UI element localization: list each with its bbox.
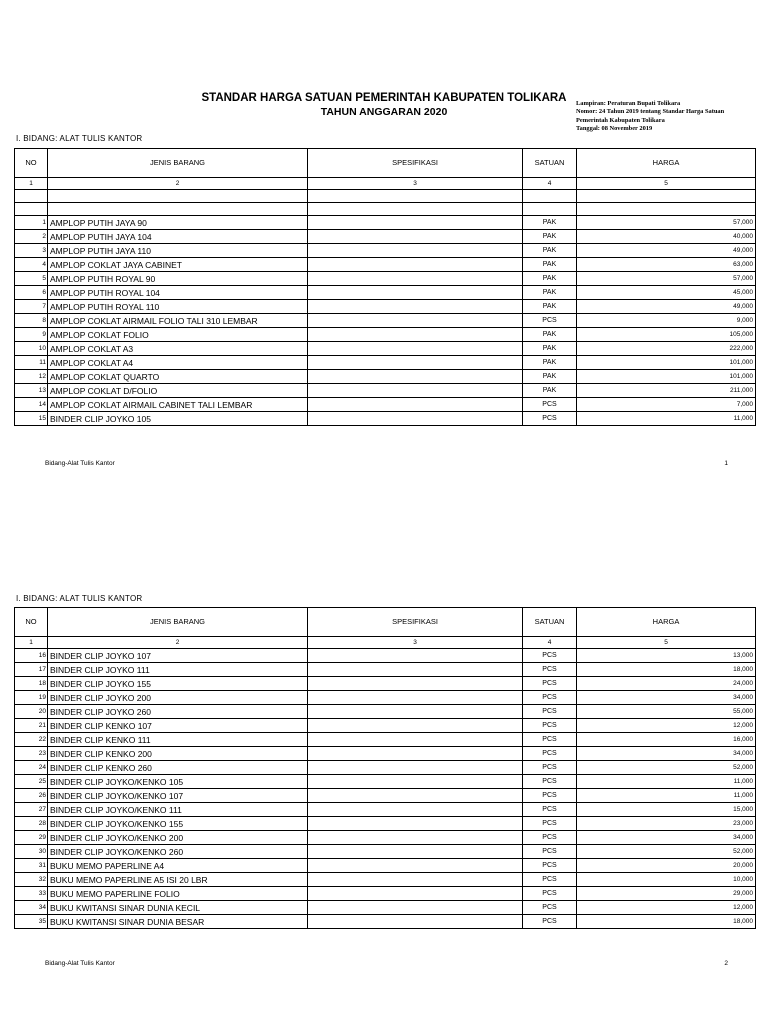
column-number: 2 bbox=[48, 178, 308, 190]
row-satuan: PCS bbox=[523, 845, 577, 859]
row-harga: 49,000 bbox=[577, 300, 756, 314]
table-header-row bbox=[15, 608, 756, 637]
table-row bbox=[15, 300, 756, 314]
row-harga: 34,000 bbox=[577, 747, 756, 761]
row-jenis-barang: BUKU KWITANSI SINAR DUNIA KECIL bbox=[48, 901, 308, 915]
row-harga: 34,000 bbox=[577, 691, 756, 705]
row-no: 10 bbox=[15, 342, 48, 356]
row-harga: 9,000 bbox=[577, 314, 756, 328]
row-jenis-barang: BINDER CLIP JOYKO 200 bbox=[48, 691, 308, 705]
table-row bbox=[15, 230, 756, 244]
page-number: 1 bbox=[724, 460, 728, 467]
row-satuan: PAK bbox=[523, 370, 577, 384]
row-spesifikasi bbox=[308, 342, 523, 356]
row-jenis-barang: AMPLOP PUTIH JAYA 104 bbox=[48, 230, 308, 244]
row-spesifikasi bbox=[308, 286, 523, 300]
row-jenis-barang: AMPLOP PUTIH ROYAL 90 bbox=[48, 272, 308, 286]
row-spesifikasi bbox=[308, 649, 523, 663]
table-row bbox=[15, 384, 756, 398]
blank-row bbox=[15, 203, 756, 216]
row-spesifikasi bbox=[308, 705, 523, 719]
table-row bbox=[15, 775, 756, 789]
row-spesifikasi bbox=[308, 328, 523, 342]
document-subtitle: TAHUN ANGGARAN 2020 bbox=[320, 106, 448, 118]
row-spesifikasi bbox=[308, 831, 523, 845]
row-no: 7 bbox=[15, 300, 48, 314]
row-no: 30 bbox=[15, 845, 48, 859]
row-jenis-barang: AMPLOP COKLAT A4 bbox=[48, 356, 308, 370]
table-row bbox=[15, 803, 756, 817]
row-spesifikasi bbox=[308, 216, 523, 230]
row-satuan: PCS bbox=[523, 691, 577, 705]
column-number: 2 bbox=[48, 637, 308, 649]
row-satuan: PCS bbox=[523, 663, 577, 677]
table-row bbox=[15, 691, 756, 705]
header-spesifikasi: SPESIFIKASI bbox=[308, 149, 523, 178]
row-spesifikasi bbox=[308, 356, 523, 370]
row-no: 27 bbox=[15, 803, 48, 817]
attachment-note bbox=[576, 100, 766, 134]
row-spesifikasi bbox=[308, 398, 523, 412]
row-jenis-barang: BINDER CLIP JOYKO/KENKO 107 bbox=[48, 789, 308, 803]
row-no: 35 bbox=[15, 915, 48, 929]
row-satuan: PAK bbox=[523, 356, 577, 370]
table-row bbox=[15, 272, 756, 286]
row-harga: 20,000 bbox=[577, 859, 756, 873]
row-satuan: PAK bbox=[523, 272, 577, 286]
row-jenis-barang: BINDER CLIP KENKO 200 bbox=[48, 747, 308, 761]
table-row bbox=[15, 733, 756, 747]
row-spesifikasi bbox=[308, 258, 523, 272]
row-harga: 12,000 bbox=[577, 719, 756, 733]
row-no: 17 bbox=[15, 663, 48, 677]
row-no: 29 bbox=[15, 831, 48, 845]
row-jenis-barang: AMPLOP PUTIH ROYAL 104 bbox=[48, 286, 308, 300]
row-satuan: PCS bbox=[523, 859, 577, 873]
row-satuan: PCS bbox=[523, 901, 577, 915]
row-satuan: PAK bbox=[523, 384, 577, 398]
row-satuan: PCS bbox=[523, 761, 577, 775]
table-row bbox=[15, 216, 756, 230]
column-number-row bbox=[15, 637, 756, 649]
column-number: 4 bbox=[523, 178, 577, 190]
row-harga: 23,000 bbox=[577, 817, 756, 831]
row-spesifikasi bbox=[308, 300, 523, 314]
row-no: 4 bbox=[15, 258, 48, 272]
table-row bbox=[15, 747, 756, 761]
row-no: 26 bbox=[15, 789, 48, 803]
header-harga: HARGA bbox=[577, 149, 756, 178]
table-row bbox=[15, 286, 756, 300]
row-harga: 211,000 bbox=[577, 384, 756, 398]
row-no: 19 bbox=[15, 691, 48, 705]
row-spesifikasi bbox=[308, 691, 523, 705]
row-jenis-barang: BINDER CLIP KENKO 107 bbox=[48, 719, 308, 733]
row-harga: 34,000 bbox=[577, 831, 756, 845]
price-table-page-1 bbox=[14, 148, 756, 426]
table-row bbox=[15, 705, 756, 719]
column-number: 5 bbox=[577, 637, 756, 649]
row-jenis-barang: BUKU MEMO PAPERLINE FOLIO bbox=[48, 887, 308, 901]
row-no: 25 bbox=[15, 775, 48, 789]
page-footer-label: Bidang-Alat Tulis Kantor bbox=[45, 460, 115, 467]
attachment-line: Nomor: 24 Tahun 2019 tentang Standar Harga Satuan bbox=[576, 108, 725, 116]
row-spesifikasi bbox=[308, 859, 523, 873]
row-jenis-barang: BINDER CLIP JOYKO 105 bbox=[48, 412, 308, 426]
document-title: STANDAR HARGA SATUAN PEMERINTAH KABUPATEN TOLIKARA bbox=[201, 92, 567, 104]
table-row bbox=[15, 356, 756, 370]
row-no: 34 bbox=[15, 901, 48, 915]
row-no: 8 bbox=[15, 314, 48, 328]
row-jenis-barang: BUKU MEMO PAPERLINE A5 ISI 20 LBR bbox=[48, 873, 308, 887]
table-row bbox=[15, 761, 756, 775]
column-number: 3 bbox=[308, 637, 523, 649]
row-harga: 12,000 bbox=[577, 901, 756, 915]
price-table-page-2 bbox=[14, 607, 756, 929]
header-jenis-barang: JENIS BARANG bbox=[48, 608, 308, 637]
row-satuan: PCS bbox=[523, 314, 577, 328]
row-satuan: PCS bbox=[523, 719, 577, 733]
row-no: 22 bbox=[15, 733, 48, 747]
table-row bbox=[15, 649, 756, 663]
row-harga: 10,000 bbox=[577, 873, 756, 887]
table-row bbox=[15, 859, 756, 873]
row-satuan: PAK bbox=[523, 216, 577, 230]
row-jenis-barang: AMPLOP COKLAT AIRMAIL FOLIO TALI 310 LEMBAR bbox=[48, 314, 308, 328]
row-no: 12 bbox=[15, 370, 48, 384]
table-row bbox=[15, 831, 756, 845]
row-spesifikasi bbox=[308, 803, 523, 817]
row-harga: 52,000 bbox=[577, 845, 756, 859]
row-jenis-barang: AMPLOP COKLAT QUARTO bbox=[48, 370, 308, 384]
row-satuan: PAK bbox=[523, 230, 577, 244]
table-row bbox=[15, 370, 756, 384]
row-satuan: PCS bbox=[523, 747, 577, 761]
row-satuan: PCS bbox=[523, 398, 577, 412]
column-number: 3 bbox=[308, 178, 523, 190]
row-satuan: PAK bbox=[523, 300, 577, 314]
row-spesifikasi bbox=[308, 272, 523, 286]
row-harga: 45,000 bbox=[577, 286, 756, 300]
row-satuan: PCS bbox=[523, 831, 577, 845]
row-no: 6 bbox=[15, 286, 48, 300]
attachment-line: Lampiran: Peraturan Bupati Tolikara bbox=[576, 100, 681, 107]
column-number: 4 bbox=[523, 637, 577, 649]
table-row bbox=[15, 398, 756, 412]
row-jenis-barang: BUKU MEMO PAPERLINE A4 bbox=[48, 859, 308, 873]
column-number-row bbox=[15, 178, 756, 190]
table-row bbox=[15, 901, 756, 915]
header-satuan: SATUAN bbox=[523, 149, 577, 178]
row-harga: 11,000 bbox=[577, 789, 756, 803]
row-satuan: PCS bbox=[523, 803, 577, 817]
row-satuan: PAK bbox=[523, 244, 577, 258]
row-spesifikasi bbox=[308, 384, 523, 398]
row-harga: 11,000 bbox=[577, 775, 756, 789]
row-spesifikasi bbox=[308, 901, 523, 915]
row-no: 18 bbox=[15, 677, 48, 691]
row-harga: 16,000 bbox=[577, 733, 756, 747]
table-row bbox=[15, 342, 756, 356]
row-satuan: PCS bbox=[523, 412, 577, 426]
row-no: 2 bbox=[15, 230, 48, 244]
blank-row bbox=[15, 190, 756, 203]
row-jenis-barang: AMPLOP COKLAT JAYA CABINET bbox=[48, 258, 308, 272]
row-harga: 7,000 bbox=[577, 398, 756, 412]
row-jenis-barang: AMPLOP COKLAT FOLIO bbox=[48, 328, 308, 342]
row-spesifikasi bbox=[308, 789, 523, 803]
table-row bbox=[15, 314, 756, 328]
header-no: NO bbox=[15, 149, 48, 178]
table-row bbox=[15, 915, 756, 929]
row-satuan: PCS bbox=[523, 649, 577, 663]
row-no: 16 bbox=[15, 649, 48, 663]
row-jenis-barang: BINDER CLIP JOYKO/KENKO 260 bbox=[48, 845, 308, 859]
row-no: 32 bbox=[15, 873, 48, 887]
row-satuan: PAK bbox=[523, 342, 577, 356]
row-jenis-barang: BINDER CLIP JOYKO/KENKO 111 bbox=[48, 803, 308, 817]
row-jenis-barang: BINDER CLIP JOYKO/KENKO 155 bbox=[48, 817, 308, 831]
row-harga: 52,000 bbox=[577, 761, 756, 775]
row-satuan: PAK bbox=[523, 328, 577, 342]
row-spesifikasi bbox=[308, 719, 523, 733]
row-spesifikasi bbox=[308, 244, 523, 258]
section-label: I. BIDANG: ALAT TULIS KANTOR bbox=[16, 134, 143, 143]
row-harga: 57,000 bbox=[577, 216, 756, 230]
row-jenis-barang: BINDER CLIP JOYKO/KENKO 200 bbox=[48, 831, 308, 845]
table-row bbox=[15, 887, 756, 901]
row-no: 9 bbox=[15, 328, 48, 342]
row-spesifikasi bbox=[308, 677, 523, 691]
row-satuan: PCS bbox=[523, 677, 577, 691]
row-jenis-barang: BINDER CLIP JOYKO 111 bbox=[48, 663, 308, 677]
row-harga: 11,000 bbox=[577, 412, 756, 426]
table-row bbox=[15, 789, 756, 803]
table-row bbox=[15, 845, 756, 859]
header-satuan: SATUAN bbox=[523, 608, 577, 637]
row-harga: 63,000 bbox=[577, 258, 756, 272]
row-harga: 55,000 bbox=[577, 705, 756, 719]
row-no: 15 bbox=[15, 412, 48, 426]
row-harga: 15,000 bbox=[577, 803, 756, 817]
row-spesifikasi bbox=[308, 733, 523, 747]
row-jenis-barang: BINDER CLIP JOYKO 260 bbox=[48, 705, 308, 719]
row-satuan: PCS bbox=[523, 873, 577, 887]
row-harga: 18,000 bbox=[577, 915, 756, 929]
row-jenis-barang: BUKU KWITANSI SINAR DUNIA BESAR bbox=[48, 915, 308, 929]
page-number: 2 bbox=[724, 960, 728, 967]
column-number: 5 bbox=[577, 178, 756, 190]
table-row bbox=[15, 258, 756, 272]
row-satuan: PCS bbox=[523, 887, 577, 901]
row-spesifikasi bbox=[308, 915, 523, 929]
row-satuan: PCS bbox=[523, 705, 577, 719]
row-satuan: PCS bbox=[523, 789, 577, 803]
row-no: 23 bbox=[15, 747, 48, 761]
page-footer-label: Bidang-Alat Tulis Kantor bbox=[45, 960, 115, 967]
row-spesifikasi bbox=[308, 747, 523, 761]
row-spesifikasi bbox=[308, 314, 523, 328]
row-no: 3 bbox=[15, 244, 48, 258]
row-spesifikasi bbox=[308, 817, 523, 831]
row-harga: 105,000 bbox=[577, 328, 756, 342]
row-harga: 57,000 bbox=[577, 272, 756, 286]
row-harga: 49,000 bbox=[577, 244, 756, 258]
row-satuan: PCS bbox=[523, 733, 577, 747]
attachment-line: Pemerintah Kabupaten Tolikara bbox=[576, 116, 665, 124]
row-jenis-barang: AMPLOP COKLAT D/FOLIO bbox=[48, 384, 308, 398]
row-jenis-barang: AMPLOP COKLAT AIRMAIL CABINET TALI LEMBAR bbox=[48, 398, 308, 412]
attachment-line: Tanggal: 08 November 2019 bbox=[576, 125, 653, 133]
row-spesifikasi bbox=[308, 775, 523, 789]
row-harga: 101,000 bbox=[577, 356, 756, 370]
row-spesifikasi bbox=[308, 887, 523, 901]
row-harga: 222,000 bbox=[577, 342, 756, 356]
row-jenis-barang: AMPLOP PUTIH JAYA 90 bbox=[48, 216, 308, 230]
row-jenis-barang: AMPLOP COKLAT A3 bbox=[48, 342, 308, 356]
header-no: NO bbox=[15, 608, 48, 637]
row-harga: 24,000 bbox=[577, 677, 756, 691]
row-no: 5 bbox=[15, 272, 48, 286]
column-number: 1 bbox=[15, 178, 48, 190]
row-no: 33 bbox=[15, 887, 48, 901]
row-harga: 101,000 bbox=[577, 370, 756, 384]
row-jenis-barang: BINDER CLIP JOYKO 107 bbox=[48, 649, 308, 663]
table-header-row bbox=[15, 149, 756, 178]
table-row bbox=[15, 817, 756, 831]
row-no: 31 bbox=[15, 859, 48, 873]
row-no: 14 bbox=[15, 398, 48, 412]
row-no: 21 bbox=[15, 719, 48, 733]
table-row bbox=[15, 677, 756, 691]
row-no: 20 bbox=[15, 705, 48, 719]
row-satuan: PAK bbox=[523, 286, 577, 300]
table-row bbox=[15, 873, 756, 887]
row-no: 24 bbox=[15, 761, 48, 775]
row-spesifikasi bbox=[308, 845, 523, 859]
row-satuan: PCS bbox=[523, 915, 577, 929]
row-no: 1 bbox=[15, 216, 48, 230]
row-spesifikasi bbox=[308, 663, 523, 677]
row-jenis-barang: BINDER CLIP JOYKO/KENKO 105 bbox=[48, 775, 308, 789]
table-row bbox=[15, 719, 756, 733]
row-harga: 13,000 bbox=[577, 649, 756, 663]
header-harga: HARGA bbox=[577, 608, 756, 637]
column-number: 1 bbox=[15, 637, 48, 649]
row-spesifikasi bbox=[308, 873, 523, 887]
row-satuan: PCS bbox=[523, 775, 577, 789]
row-spesifikasi bbox=[308, 370, 523, 384]
row-jenis-barang: AMPLOP PUTIH JAYA 110 bbox=[48, 244, 308, 258]
header-jenis-barang: JENIS BARANG bbox=[48, 149, 308, 178]
row-jenis-barang: BINDER CLIP KENKO 111 bbox=[48, 733, 308, 747]
row-harga: 18,000 bbox=[577, 663, 756, 677]
table-row bbox=[15, 328, 756, 342]
row-harga: 29,000 bbox=[577, 887, 756, 901]
section-label: I. BIDANG: ALAT TULIS KANTOR bbox=[16, 594, 143, 603]
row-no: 11 bbox=[15, 356, 48, 370]
table-row bbox=[15, 663, 756, 677]
row-spesifikasi bbox=[308, 230, 523, 244]
row-harga: 40,000 bbox=[577, 230, 756, 244]
row-satuan: PCS bbox=[523, 817, 577, 831]
header-spesifikasi: SPESIFIKASI bbox=[308, 608, 523, 637]
row-spesifikasi bbox=[308, 412, 523, 426]
row-jenis-barang: BINDER CLIP JOYKO 155 bbox=[48, 677, 308, 691]
row-no: 13 bbox=[15, 384, 48, 398]
row-spesifikasi bbox=[308, 761, 523, 775]
row-no: 28 bbox=[15, 817, 48, 831]
table-row bbox=[15, 244, 756, 258]
row-satuan: PAK bbox=[523, 258, 577, 272]
row-jenis-barang: BINDER CLIP KENKO 260 bbox=[48, 761, 308, 775]
row-jenis-barang: AMPLOP PUTIH ROYAL 110 bbox=[48, 300, 308, 314]
table-row bbox=[15, 412, 756, 426]
